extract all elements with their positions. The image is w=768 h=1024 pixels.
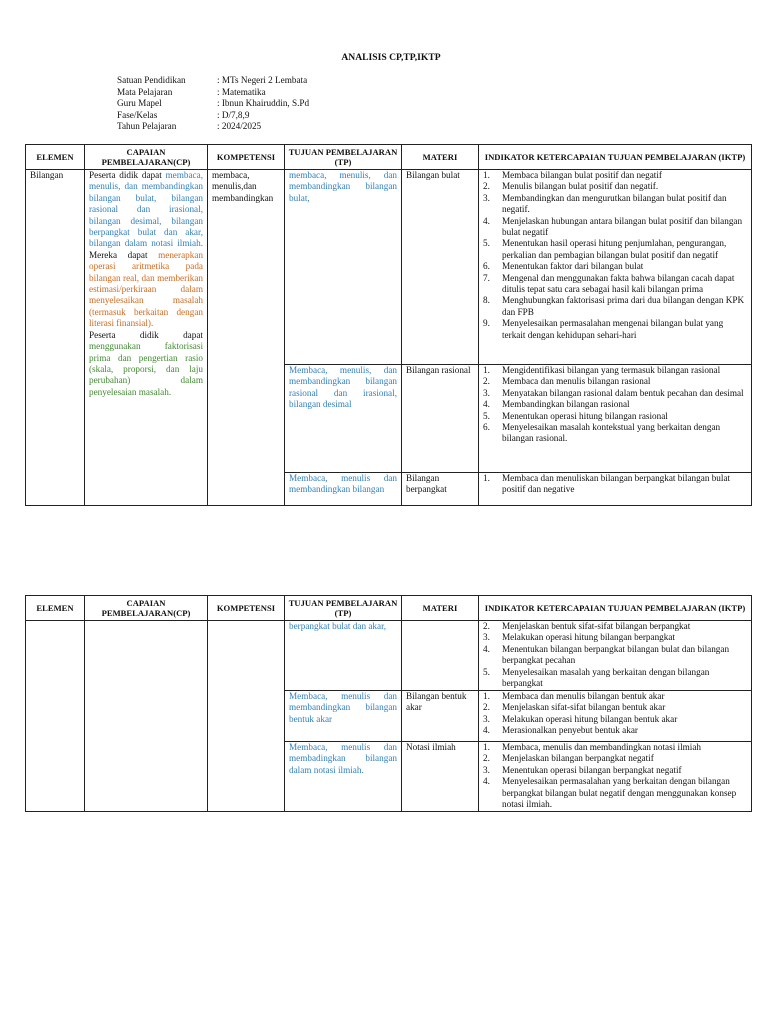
meta-value: : 2024/2025	[217, 121, 262, 131]
list-item	[483, 776, 747, 810]
meta-label: Fase/Kelas	[117, 109, 158, 120]
indicator-list	[483, 621, 747, 689]
kompetensi-cell	[208, 621, 285, 812]
list-number: 2.	[483, 621, 490, 631]
list-text: Menentukan operasi bilangan berpangkat negatif	[502, 764, 682, 775]
cp-paragraph-1	[89, 170, 203, 330]
tp-cell: Membaca, menulis dan membandingkan bilangan	[285, 473, 402, 506]
indicator-list	[483, 742, 747, 810]
list-text: Menentukan faktor dari bilangan bulat	[502, 261, 644, 272]
list-text: Membaca, menulis dan membandingkan notasi ilmiah	[502, 742, 702, 752]
list-text: Melakukan operasi hitung bilangan bentuk akar	[502, 713, 678, 724]
list-number: 3.	[483, 764, 490, 775]
list-number: 2.	[483, 181, 490, 192]
cp-text-blue: akar, bilangan dalam notasi ilmiah.	[89, 227, 204, 249]
document-meta	[117, 75, 309, 133]
header-iktp: INDIKATOR KETERCAPAIAN TUJUAN PEMBELAJARAN (IKTP)	[479, 145, 752, 170]
list-number: 3.	[483, 192, 490, 203]
list-item	[483, 667, 747, 690]
list-number: 1.	[483, 170, 490, 180]
tp-cell: Membaca, menulis dan membadingkan bilangan dalam notasi ilmiah.	[285, 742, 402, 812]
list-text: Mengenal dan menggunakan fakta bahwa bilangan cacah dapat ditulis tepat satu cara sebagai hasil kali bilangan prima	[502, 272, 735, 295]
meta-row	[117, 121, 309, 133]
list-item	[483, 714, 747, 725]
list-item	[483, 473, 747, 496]
list-number: 4.	[483, 399, 490, 410]
header-cp: CAPAIAN PEMBELAJARAN(CP)	[85, 145, 208, 170]
list-text: Menyelesaikan permasalahan mengenai bilangan bulat yang terkait dengan kehidupan sehari-hari	[502, 318, 724, 340]
list-item	[483, 399, 747, 410]
list-number: 2.	[483, 702, 490, 713]
list-text: Menyelesaikan masalah kontekstual yang berkaitan dengan bilangan rasional.	[502, 422, 721, 444]
list-item	[483, 365, 747, 376]
table-row	[26, 621, 752, 691]
list-item	[483, 238, 747, 261]
indicator-list	[483, 365, 747, 445]
list-item	[483, 753, 747, 764]
list-text: Menjelaskan sifat-sifat bilangan bentuk akar	[502, 702, 666, 713]
list-number: 4.	[483, 725, 490, 736]
list-item	[483, 216, 747, 239]
cp-text: Peserta didik dapat	[89, 329, 203, 340]
elemen-cell: Bilangan	[26, 170, 85, 506]
list-number: 3.	[483, 632, 490, 643]
header-tp: TUJUAN PEMBELAJARAN (TP)	[285, 596, 402, 621]
list-number: 3.	[483, 713, 490, 724]
meta-label: Satuan Pendidikan	[117, 75, 186, 85]
table-header-row	[26, 596, 752, 621]
list-item	[483, 621, 747, 632]
materi-cell: Bilangan berpangkat	[402, 473, 479, 506]
list-item	[483, 765, 747, 776]
cp-text-orange: menerapkan operasi aritmetika pada bilangan real, dan memberikan estimasi/perkiraan dalam	[89, 249, 204, 295]
elemen-cell	[26, 621, 85, 812]
meta-label: Guru Mapel	[117, 98, 162, 108]
indicator-list	[483, 473, 747, 496]
list-number: 5.	[483, 410, 490, 421]
analysis-table-page-2	[25, 595, 752, 812]
list-item	[483, 181, 747, 192]
tp-cell: Membaca, menulis, dan membandingkan bilangan rasional dan irasional, bilangan desimal	[285, 365, 402, 473]
list-text: Menentukan operasi hitung bilangan rasional	[502, 410, 668, 421]
meta-value: : D/7,8,9	[217, 109, 250, 120]
list-number: 1.	[483, 742, 490, 752]
list-item	[483, 318, 747, 341]
list-text: Menjelaskan bentuk sifat-sifat bilangan berpangkat	[502, 621, 691, 631]
list-number: 1.	[483, 691, 490, 701]
list-number: 4.	[483, 215, 490, 226]
list-number: 4.	[483, 643, 490, 654]
list-item	[483, 644, 747, 667]
list-item	[483, 295, 747, 318]
meta-value: : MTs Negeri 2 Lembata	[217, 75, 308, 85]
materi-cell: Bilangan rasional	[402, 365, 479, 473]
list-item	[483, 273, 747, 296]
list-number: 2.	[483, 753, 490, 764]
list-item	[483, 376, 747, 387]
indicator-list	[483, 170, 747, 341]
list-text: Menentukan hasil operasi hitung penjumlahan, pengurangan, perkalian dan pembagian bilangan bulat positif dan negatif	[502, 238, 727, 260]
cp-text-green: menggunakan faktorisasi prima dan pengertian rasio (skala, proporsi, dan laju perubahan) dalam penyelesaian masalah.	[89, 341, 203, 397]
list-number: 8.	[483, 295, 490, 306]
meta-row	[117, 98, 309, 110]
table-header-row	[26, 145, 752, 170]
analysis-table-page-1	[25, 144, 752, 506]
list-item	[483, 261, 747, 272]
indicator-list	[483, 691, 747, 737]
header-kompetensi: KOMPETENSI	[208, 145, 285, 170]
list-text: Membaca bilangan bulat positif dan negatif	[502, 170, 662, 180]
list-number: 1.	[483, 365, 490, 375]
meta-row	[117, 110, 309, 122]
header-cp: CAPAIAN PEMBELAJARAN(CP)	[85, 596, 208, 621]
header-materi: MATERI	[402, 596, 479, 621]
iktp-cell	[479, 365, 752, 473]
iktp-cell	[479, 621, 752, 691]
cp-text-orange: menyelesaikan masalah (termasuk berkaitan dengan literasi finansial).	[89, 295, 203, 329]
list-item	[483, 388, 747, 399]
header-tp: TUJUAN PEMBELAJARAN (TP)	[285, 145, 402, 170]
list-text: Mengidentifikasi bilangan yang termasuk bilangan rasional	[502, 365, 721, 375]
materi-cell: Notasi ilmiah	[402, 742, 479, 812]
list-text: Membaca dan menulis bilangan rasional	[502, 376, 651, 387]
cp-text-blue: membaca, menulis, dan membandingkan bilangan bulat, bilangan rasional dan irasional, bilangan desimal, bilangan berpangkat bulat dan	[89, 170, 203, 238]
list-text: Merasionalkan penyebut bentuk akar	[502, 725, 638, 736]
materi-cell: Bilangan bentuk akar	[402, 691, 479, 742]
iktp-cell	[479, 473, 752, 506]
list-text: Menghubungkan faktorisasi prima dari dua bilangan dengan KPK dan FPB	[502, 295, 745, 317]
meta-value: : Ibnun Khairuddin, S.Pd	[217, 98, 310, 108]
tp-cell: berpangkat bulat dan akar,	[285, 621, 402, 691]
cp-cell	[85, 170, 208, 506]
list-number: 7.	[483, 272, 490, 283]
list-number: 9.	[483, 318, 490, 329]
cp-paragraph-2	[89, 330, 203, 398]
list-text: Membandingkan bilangan rasional	[502, 399, 630, 410]
list-text: Membaca dan menulis bilangan bentuk akar	[502, 691, 665, 701]
cp-text: Peserta didik dapat	[89, 170, 162, 180]
tp-cell: membaca, menulis, dan membandingkan bilangan bulat,	[285, 170, 402, 365]
meta-label: Tahun Pelajaran	[117, 121, 177, 131]
list-item	[483, 702, 747, 713]
meta-row	[117, 87, 309, 99]
list-number: 6.	[483, 261, 490, 272]
header-elemen: ELEMEN	[26, 145, 85, 170]
kompetensi-cell: membaca, menulis,dan membandingkan	[208, 170, 285, 506]
list-item	[483, 170, 747, 181]
list-item	[483, 725, 747, 736]
list-item	[483, 742, 747, 753]
list-item	[483, 422, 747, 445]
list-text: Menyelesaikan permasalahan yang berkaitan dengan bilangan berpangkat bilangan bulat negatif dengan menggunakan konsep notasi ilmiah.	[502, 776, 737, 810]
tp-cell: Membaca, menulis dan membandingkan bilangan bentuk akar	[285, 691, 402, 742]
cp-cell	[85, 621, 208, 812]
list-item	[483, 632, 747, 643]
header-materi: MATERI	[402, 145, 479, 170]
list-number: 3.	[483, 387, 490, 398]
iktp-cell	[479, 691, 752, 742]
materi-cell: Bilangan bulat	[402, 170, 479, 365]
document-title: ANALISIS CP,TP,IKTP	[341, 52, 441, 63]
list-text: Membaca dan menuliskan bilangan berpangkat bilangan bulat positif dan negative	[502, 473, 731, 495]
header-iktp: INDIKATOR KETERCAPAIAN TUJUAN PEMBELAJARAN (IKTP)	[479, 596, 752, 621]
list-text: Membandingkan dan mengurutkan bilangan bulat positif dan negatif.	[502, 192, 727, 215]
cp-text: Mereka dapat	[89, 249, 148, 260]
list-text: Menjelaskan hubungan antara bilangan bulat positif dan bilangan bulat negatif	[502, 215, 743, 238]
list-number: 1.	[483, 473, 490, 483]
list-text: Menentukan bilangan berpangkat bilangan bulat dan bilangan berpangkat pecahan	[502, 643, 730, 666]
list-number: 2.	[483, 376, 490, 387]
materi-cell	[402, 621, 479, 691]
list-text: Menjelaskan bilangan berpangkat negatif	[502, 753, 654, 764]
list-text: Menyelesaikan masalah yang berkaitan dengan bilangan berpangkat	[502, 666, 710, 689]
list-number: 5.	[483, 666, 490, 677]
list-number: 5.	[483, 238, 490, 249]
list-text: Menulis bilangan bulat positif dan negatif.	[502, 181, 659, 192]
iktp-cell	[479, 742, 752, 812]
iktp-cell	[479, 170, 752, 365]
meta-value: : Matematika	[217, 86, 266, 97]
list-text: Melakukan operasi hitung bilangan berpangkat	[502, 632, 675, 643]
header-elemen: ELEMEN	[26, 596, 85, 621]
table-row	[26, 170, 752, 365]
list-item	[483, 193, 747, 216]
list-number: 6.	[483, 422, 490, 433]
header-kompetensi: KOMPETENSI	[208, 596, 285, 621]
list-item	[483, 691, 747, 702]
meta-label: Mata Pelajaran	[117, 86, 173, 97]
list-text: Menyatakan bilangan rasional dalam bentuk pecahan dan desimal	[502, 387, 744, 398]
list-item	[483, 411, 747, 422]
meta-row	[117, 75, 309, 87]
list-number: 4.	[483, 776, 490, 787]
